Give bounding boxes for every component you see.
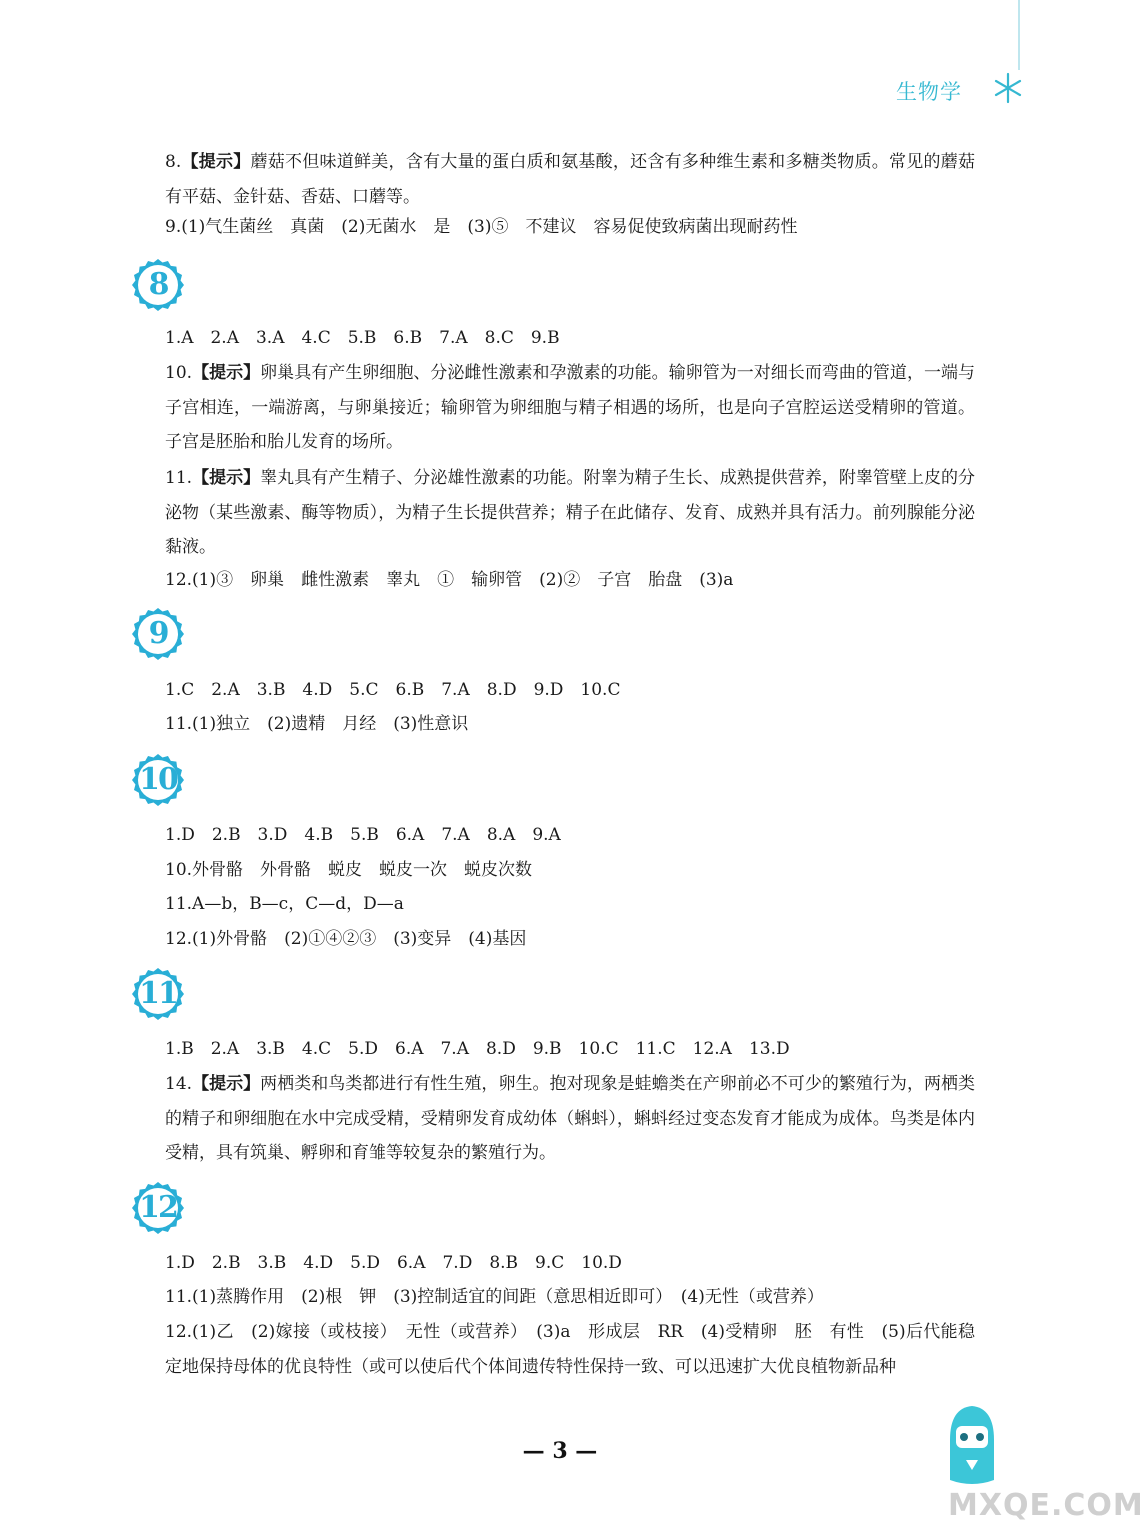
answer-line: 11.(1)蒸腾作用 (2)根 钾 (3)控制适宜的间距（意思相近即可） (4)无性（或营养） bbox=[165, 1287, 824, 1307]
subject-title: 生物学 bbox=[896, 80, 962, 104]
section-number-badge bbox=[131, 967, 185, 1021]
page-number: — 3 — bbox=[522, 1438, 598, 1464]
section-number: 9 bbox=[148, 616, 168, 651]
answer-line: 12.(1)③ 卵巢 雌性激素 睾丸 ① 输卵管 (2)② 子宫 胎盘 (3)a bbox=[165, 570, 734, 590]
hint-text: 两栖类和鸟类都进行有性生殖，卵生。抱对现象是蛙蟾类在产卵前必不可少的繁殖行为，两栖类的精子和卵细胞在水中完成受精，受精卵发育成幼体（蝌蚪），蝌蚪经过变态发育才能成为成体。鸟类是体内受精，具有筑巢、孵卵和育雏等较复杂的繁殖行为。 bbox=[165, 1074, 976, 1163]
answer-line: 1.D 2.B 3.B 4.D 5.D 6.A 7.D 8.B 9.C 10.D bbox=[165, 1253, 622, 1273]
section-number-badge bbox=[131, 753, 185, 807]
answer-line: 1.B 2.A 3.B 4.C 5.D 6.A 7.A 8.D 9.B 10.C 11.C 12.A 13.D bbox=[165, 1039, 790, 1059]
hint-text: 睾丸具有产生精子、分泌雄性激素的功能。附睾为精子生长、成熟提供营养，附睾管壁上皮的分泌物（某些激素、酶等物质），为精子生长提供营养；精子在此储存、发育、成熟并具有活力。前列腺能分泌黏液。 bbox=[165, 468, 976, 557]
snowflake-icon bbox=[990, 70, 1026, 106]
header-rule bbox=[1018, 0, 1020, 70]
answer-line: 9.(1)气生菌丝 真菌 (2)无菌水 是 (3)⑤ 不建议 容易促使致病菌出现耐药性 bbox=[165, 217, 798, 237]
section-number: 8 bbox=[148, 267, 168, 302]
answer-line: 1.A 2.A 3.A 4.C 5.B 6.B 7.A 8.C 9.B bbox=[165, 328, 560, 348]
answer-line: 1.D 2.B 3.D 4.B 5.B 6.A 7.A 8.A 9.A bbox=[165, 825, 561, 845]
hint-label: 【提示】 bbox=[192, 1074, 261, 1094]
answer-line: 11.A—b，B—c，C—d，D—a bbox=[165, 894, 404, 914]
section-number-badge bbox=[131, 258, 185, 312]
hint-text: 蘑菇不但味道鲜美，含有大量的蛋白质和氨基酸，还含有多种维生素和多糖类物质。常见的蘑菇有平菇、金针菇、香菇、口蘑等。 bbox=[165, 152, 976, 207]
answer-line: 1.C 2.A 3.B 4.D 5.C 6.B 7.A 8.D 9.D 10.C bbox=[165, 680, 621, 700]
hint-label: 【提示】 bbox=[192, 468, 261, 488]
answer-paragraph bbox=[165, 356, 975, 460]
section-number: 10 bbox=[139, 762, 177, 797]
answer-paragraph bbox=[165, 461, 975, 565]
watermark-text: MXQE.COM bbox=[948, 1488, 1144, 1523]
answer-line: 12.(1)外骨骼 (2)①④②③ (3)变异 (4)基因 bbox=[165, 929, 527, 949]
question-number: 10. bbox=[165, 363, 193, 383]
hint-text: 12.(1)乙 (2)嫁接（或枝接） 无性（或营养） (3)a 形成层 RR (4)受精卵 胚 有性 (5)后代能稳定地保持母体的优良特性（或可以使后代个体间遗传特性保持一致、可以迅速扩大优良植物新品种 bbox=[165, 1322, 975, 1377]
answer-paragraph bbox=[165, 1315, 975, 1384]
mascot-logo bbox=[942, 1400, 1002, 1490]
answer-paragraph bbox=[165, 145, 975, 214]
section-number-badge bbox=[131, 1181, 185, 1235]
answer-line: 11.(1)独立 (2)遗精 月经 (3)性意识 bbox=[165, 714, 469, 734]
answer-line: 10.外骨骼 外骨骼 蜕皮 蜕皮一次 蜕皮次数 bbox=[165, 860, 533, 880]
question-number: 14. bbox=[165, 1074, 193, 1094]
hint-text: 卵巢具有产生卵细胞、分泌雌性激素和孕激素的功能。输卵管为一对细长而弯曲的管道，一端与子宫相连，一端游离，与卵巢接近；输卵管为卵细胞与精子相遇的场所，也是向子宫腔运送受精卵的管道。子宫是胚胎和胎儿发育的场所。 bbox=[165, 363, 976, 452]
section-number: 11 bbox=[139, 976, 177, 1011]
section-number-badge bbox=[131, 607, 185, 661]
section-number: 12 bbox=[139, 1190, 177, 1225]
question-number: 11. bbox=[165, 468, 193, 488]
hint-label: 【提示】 bbox=[181, 152, 251, 172]
question-number: 8. bbox=[165, 152, 182, 172]
answer-paragraph bbox=[165, 1067, 975, 1171]
hint-label: 【提示】 bbox=[192, 363, 261, 383]
